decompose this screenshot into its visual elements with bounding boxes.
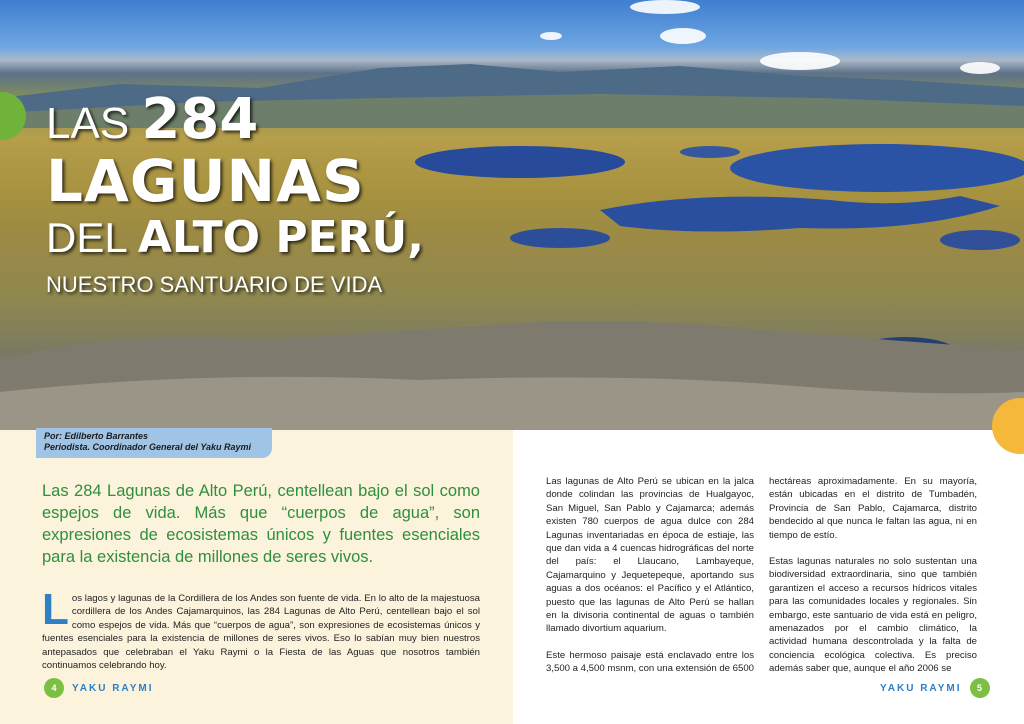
- paragraph: hectáreas aproximadamente. En su mayoría, están ubicadas en el distrito de Tumbadén, Provincia de San Pablo, Cajamarca, distrito bendecido al que nunca le faltan las agua, ni en tiempo de estío.: [769, 476, 977, 541]
- paragraph: Este hermoso paisaje está enclavado entre los 3,500 a 4,500 msnm, con una extensión de 6500: [546, 649, 755, 675]
- intro-text: os lagos y lagunas de la Cordillera de los Andes son fuente de vida. En lo alto de la majestuosa cordillera de los Andes Cajamarquinos, las 284 Lagunas de Alto Perú, centellean bajo el sol como espejos de vida. Más que “cuerpos de agua”, son expresiones de ecosistemas únicos y fuentes esenciales para la existencia de millones de seres vivos. Eso lo sabían muy bien nuestros antepasados que celebraban el Yaku Raymi o la Fiesta de las Aguas que nosotros también continuamos celebrando hoy.: [42, 593, 480, 672]
- lead-paragraph: Las 284 Lagunas de Alto Perú, centellean bajo el sol como espejos de vida. Más que “cuerpos de agua”, son expresiones de ecosistemas únicos y fuentes esenciales para la existencia de millones de seres vivos.: [42, 482, 480, 566]
- footer-left: [44, 678, 154, 698]
- footer-right: [880, 678, 990, 698]
- column-2: [769, 475, 977, 689]
- column-1: [546, 475, 754, 689]
- intro-paragraph: [42, 585, 480, 672]
- byline: [36, 428, 272, 458]
- footer-brand: YAKU RAYMI: [880, 682, 962, 694]
- page-number-left: 4: [51, 683, 57, 693]
- frog-icon: [44, 678, 64, 698]
- article-subtitle: NUESTRO SANTUARIO DE VIDA: [46, 272, 383, 297]
- footer-brand: YAKU RAYMI: [72, 682, 154, 694]
- byline-author: Por: Edilberto Barrantes: [44, 431, 149, 441]
- frog-icon: [970, 678, 990, 698]
- paragraph: Estas lagunas naturales no solo sustentan una biodiversidad extraordinaria, sino que también garantizen el acceso a recursos hídricos vitales para las comunidades locales y regionales. Sin embargo, este santuario de vida está en peligro, amenazados por el cambio climático, la actividad humana descontrolada y la falta de conciencia ecológica colectiva. Es preciso además saber que, aunque el año 2006 se: [769, 556, 977, 675]
- byline-role: Periodista. Coordinador General del Yaku Raymi: [44, 442, 252, 452]
- drop-cap: L: [42, 585, 69, 634]
- article-title: LAS 284 LAGUNAS DEL ALTO PERÚ,: [46, 87, 424, 263]
- page-number-right: 5: [976, 683, 982, 693]
- paragraph: Las lagunas de Alto Perú se ubican en la jalca donde colindan las provincias de Hualgayoc, San Miguel, San Pablo y Cajamarca; además existen 780 cuerpos de agua dulce con 284 Lagunas inventariadas en época de estiaje, las que dan vida a 4 cuencas hidrográficas del norte del país: el Llaucano, Lambayeque, Cajamarquino y Jequetepeque, aportando sus aguas a dos océanos: el Pacífico y el Atlántico, puesto que las lagunas de Alto Perú se hallan en la divisoria continental de aguas o también llamado divortium aquarium.: [546, 476, 754, 635]
